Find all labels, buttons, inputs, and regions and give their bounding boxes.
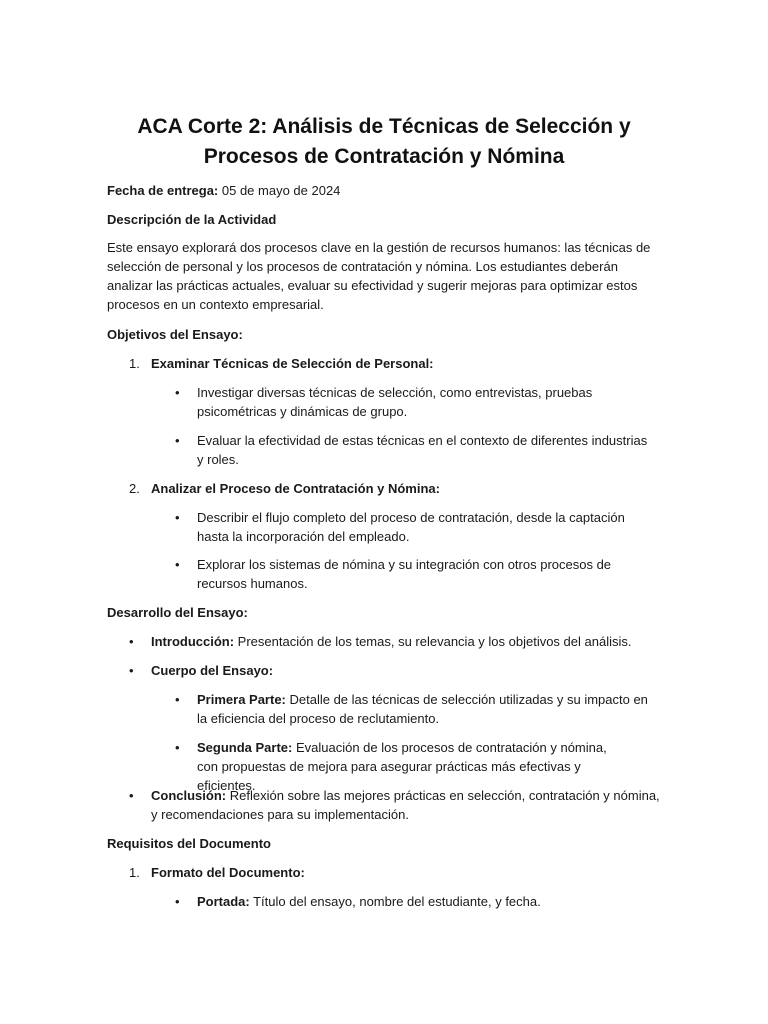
- objective-2-bullet-1: Describir el flujo completo del proceso de contratación, desde la captación hasta la incorporación del empleado.: [197, 510, 625, 544]
- development-heading: Desarrollo del Ensayo:: [107, 605, 248, 620]
- bullet-glyph: •: [175, 557, 180, 572]
- due-date-label: Fecha de entrega:: [107, 183, 219, 198]
- part2-label: Segunda Parte:: [197, 740, 293, 755]
- requirements-heading: Requisitos del Documento: [107, 836, 271, 851]
- bullet-glyph: •: [175, 894, 180, 909]
- development-intro: [151, 632, 671, 651]
- development-part-1: [197, 690, 657, 728]
- objective-1-title: Examinar Técnicas de Selección de Personal:: [151, 356, 434, 371]
- development-conclusion: [151, 786, 661, 824]
- part1-text: Detalle de las técnicas de selección utilizadas y su impacto en la eficiencia del proceso de reclutamiento.: [197, 692, 648, 726]
- objectives-heading: Objetivos del Ensayo:: [107, 327, 243, 342]
- objective-2-number: 2.: [129, 481, 140, 496]
- part2-text: Evaluación de los procesos de contratación y nómina, con propuestas de mejora para asegurar prácticas más efectivas y eficientes.: [197, 740, 607, 793]
- bullet-glyph: •: [175, 385, 180, 400]
- development-body-label: Cuerpo del Ensayo:: [151, 663, 274, 678]
- bullet-glyph: •: [175, 510, 180, 525]
- requirements-cover: [197, 892, 667, 911]
- document-title: ACA Corte 2: Análisis de Técnicas de Selección y Procesos de Contratación y Nómina: [137, 115, 631, 168]
- conclusion-label: Conclusión:: [151, 788, 227, 803]
- requirements-format-title: Formato del Documento:: [151, 865, 305, 880]
- objective-1-number: 1.: [129, 356, 140, 371]
- conclusion-text: Reflexión sobre las mejores prácticas en selección, contratación y nómina, y recomendaciones para su implementación.: [151, 788, 660, 822]
- cover-label: Portada:: [197, 894, 250, 909]
- cover-text: Título del ensayo, nombre del estudiante, y fecha.: [249, 894, 541, 909]
- objective-2-bullet-2: Explorar los sistemas de nómina y su integración con otros procesos de recursos humanos.: [197, 557, 612, 591]
- requirements-number: 1.: [129, 865, 140, 880]
- due-date-value: 05 de mayo de 2024: [218, 183, 341, 198]
- description-text: Este ensayo explorará dos procesos clave en la gestión de recursos humanos: las técnicas de selección de personal y los procesos de contratación y nómina. Los estudiantes deberán analizar las prácticas actuales, evaluar su efectividad y sugerir mejoras para optimizar estos procesos en un contexto empresarial.: [107, 240, 651, 312]
- part1-label: Primera Parte:: [197, 692, 286, 707]
- bullet-glyph: •: [129, 788, 134, 803]
- intro-label: Introducción:: [151, 634, 235, 649]
- intro-text: Presentación de los temas, su relevancia y los objetivos del análisis.: [234, 634, 632, 649]
- objective-1-bullet-2: Evaluar la efectividad de estas técnicas en el contexto de diferentes industrias y roles.: [197, 433, 648, 467]
- bullet-glyph: •: [129, 663, 134, 678]
- objective-1-bullet-1: Investigar diversas técnicas de selección, como entrevistas, pruebas psicométricas y dinámicas de grupo.: [197, 385, 593, 419]
- bullet-glyph: •: [175, 740, 180, 755]
- bullet-glyph: •: [175, 692, 180, 707]
- bullet-glyph: •: [175, 433, 180, 448]
- objective-2-title: Analizar el Proceso de Contratación y Nómina:: [151, 481, 440, 496]
- due-date-line: [107, 181, 667, 200]
- description-heading: Descripción de la Actividad: [107, 212, 277, 227]
- bullet-glyph: •: [129, 634, 134, 649]
